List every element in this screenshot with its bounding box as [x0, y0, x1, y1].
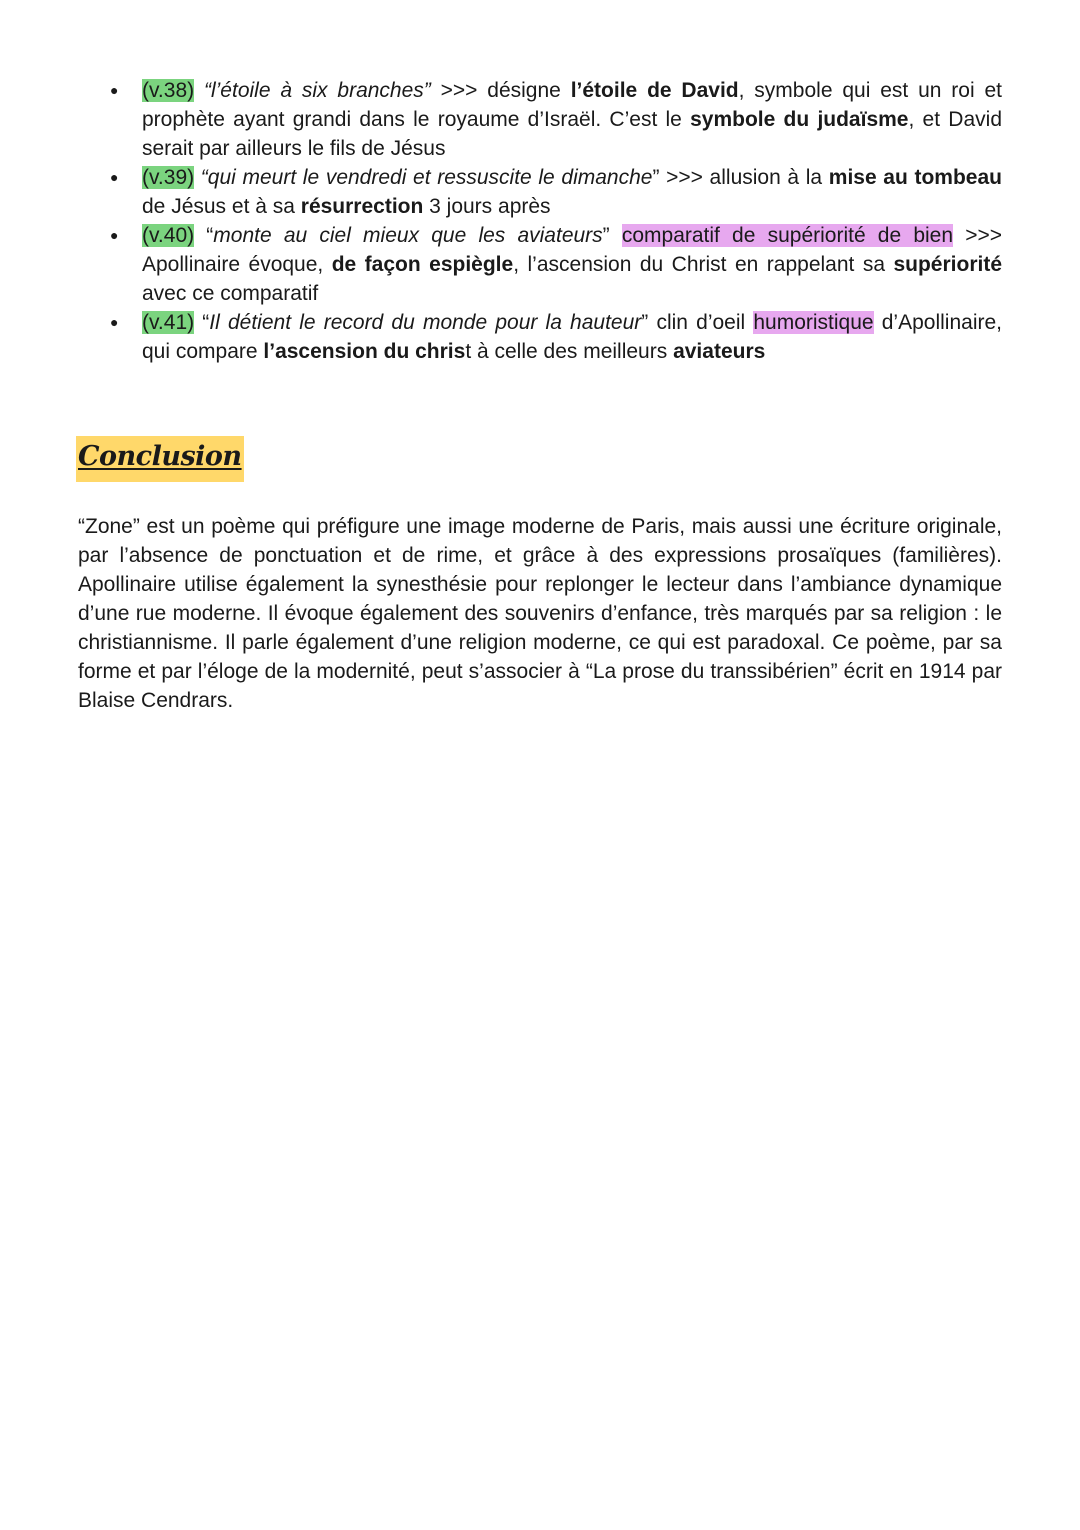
- verse-ref: (v.39): [142, 166, 195, 189]
- verse-ref: (v.41): [142, 311, 195, 334]
- conclusion-paragraph: “Zone” est un poème qui préfigure une image moderne de Paris, mais aussi une écriture originale, par l’absence de ponctuation et de rime, et grâce à des expressions prosaïques (familières). Apollinaire utilise également la synesthésie pour replonger le lecteur dans l’ambiance dynamique d’une rue moderne. Il évoque également des souvenirs d’enfance, très marqués par sa religion : le christiannisme. Il parle également d’une religion moderne, ce qui est paradoxal. Ce poème, par sa forme et par l’éloge de la modernité, peut s’associer à “La prose du transsibérien” écrit en 1914 par Blaise Cendrars.: [78, 515, 1002, 712]
- bullet-v39: ● (v.39) “qui meurt le vendredi et ressuscite le dimanche” >>> allusion à la mise au tombeau de Jésus et à sa résurrection 3 jours après: [78, 163, 1002, 221]
- bullet-v38: ● (v.38) “l’étoile à six branches” >>> désigne l’étoile de David, symbole qui est un roi et prophète ayant grandi dans le royaume d’Israël. C’est le symbole du judaïsme, et David serait par ailleurs le fils de Jésus: [78, 76, 1002, 163]
- bullet-v40: ● (v.40) “monte au ciel mieux que les aviateurs” comparatif de supériorité de bien >>> Apollinaire évoque, de façon espiègle, l’ascension du Christ en rappelant sa supériorité avec ce comparatif: [78, 221, 1002, 308]
- highlighted-term: comparatif de supériorité de bien: [621, 224, 954, 247]
- quote: monte au ciel mieux que les aviateurs: [213, 224, 603, 247]
- quote: “qui meurt le vendredi et ressuscite le dimanche: [200, 166, 653, 189]
- verse-ref: (v.38): [142, 79, 195, 102]
- highlighted-term: humoristique: [753, 311, 874, 334]
- bullet-v41: ● (v.41) “Il détient le record du monde pour la hauteur” clin d’oeil humoristique d’Apollinaire, qui compare l’ascension du christ à celle des meilleurs aviateurs: [78, 308, 1002, 366]
- quote: Il détient le record du monde pour la hauteur: [209, 311, 642, 334]
- analysis-bullet-list: [78, 76, 1002, 366]
- conclusion-heading: Conclusion: [76, 436, 244, 482]
- verse-ref: (v.40): [142, 224, 195, 247]
- quote: “l’étoile à six branches”: [203, 79, 431, 102]
